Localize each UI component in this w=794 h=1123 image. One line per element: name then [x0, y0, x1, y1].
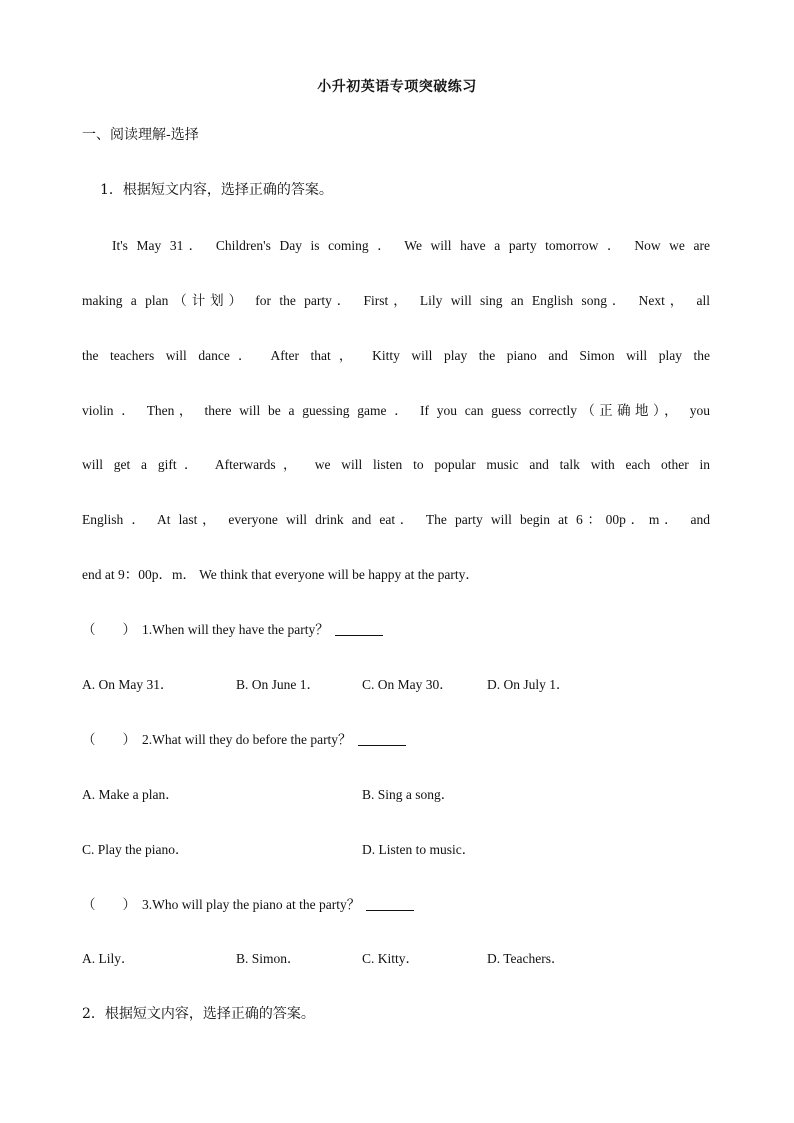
question-stem: 1.When will they have the party？	[142, 622, 329, 637]
option-d[interactable]: D. Listen to music．	[362, 842, 476, 857]
section-heading: 一、阅读理解-选择	[82, 127, 199, 143]
passage-line: making a plan（计划） for the party． First， Lily will sing an English song． Next， all	[82, 293, 710, 308]
question-2-intro: 2．根据短文内容，选择正确的答案。	[82, 1006, 315, 1022]
passage-line: It's May 31． Children's Day is coming ． We will have a party tomorrow ． Now we are	[112, 238, 710, 253]
option-b[interactable]: B. Simon．	[236, 951, 301, 966]
answer-blank[interactable]	[358, 745, 406, 746]
option-b[interactable]: B. On June 1．	[236, 677, 320, 692]
option-b[interactable]: B. Sing a song．	[362, 787, 455, 802]
option-d[interactable]: D. On July 1．	[487, 677, 570, 692]
sub-question-1	[82, 618, 383, 638]
question-stem: 3.Who will play the piano at the party？	[142, 897, 361, 912]
answer-blank[interactable]	[335, 635, 383, 636]
option-c[interactable]: C. Kitty．	[362, 951, 420, 966]
passage-line: will get a gift． Afterwards， we will listen to popular music and talk with each other in	[82, 457, 710, 472]
answer-parentheses[interactable]: （ ）	[82, 897, 136, 912]
passage-line: the teachers will dance． After that， Kitty will play the piano and Simon will play the	[82, 348, 710, 363]
question-stem: 2.What will they do before the party？	[142, 732, 352, 747]
passage-line: violin ． Then， there will be a guessing game ． If you can guess correctly（正确地）， you	[82, 403, 710, 418]
answer-blank[interactable]	[366, 910, 414, 911]
option-a[interactable]: A. Make a plan．	[82, 787, 179, 802]
sub-question-2	[82, 728, 406, 748]
option-d[interactable]: D. Teachers．	[487, 951, 565, 966]
option-a[interactable]: A. Lily．	[82, 951, 135, 966]
page-title: 小升初英语专项突破练习	[317, 79, 477, 95]
option-c[interactable]: C. Play the piano．	[82, 842, 189, 857]
passage-line: English ． At last， everyone will drink and eat． The party will begin at 6：00p．m． and	[82, 512, 710, 527]
option-a[interactable]: A. On May 31．	[82, 677, 174, 692]
option-c[interactable]: C. On May 30．	[362, 677, 453, 692]
question-1-intro: 1．根据短文内容，选择正确的答案。	[100, 182, 333, 198]
sub-question-3	[82, 893, 414, 913]
answer-parentheses[interactable]: （ ）	[82, 622, 136, 637]
answer-parentheses[interactable]: （ ）	[82, 732, 136, 747]
passage-line: end at 9：00p．m． We think that everyone will be happy at the party．	[82, 567, 479, 582]
